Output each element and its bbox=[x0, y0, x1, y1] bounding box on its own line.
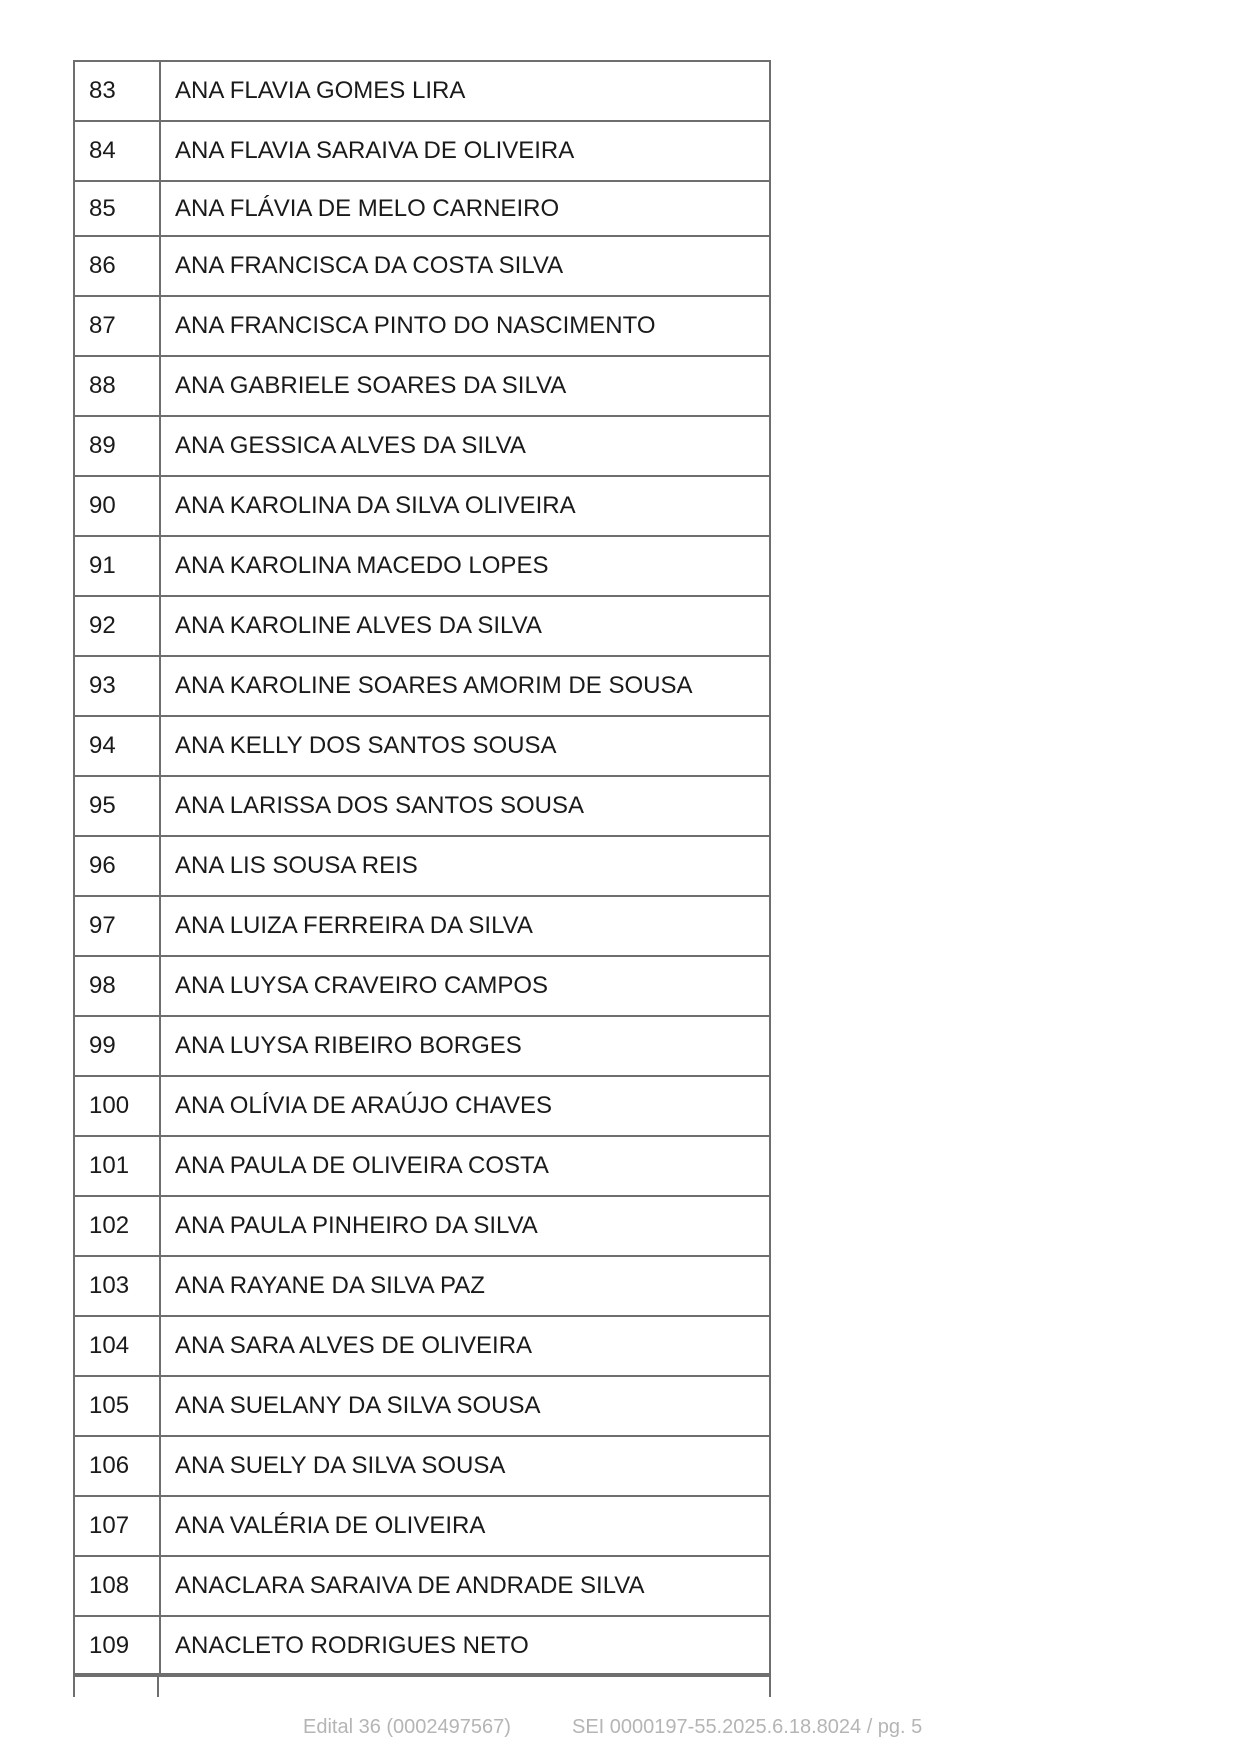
row-name: ANA KAROLINA DA SILVA OLIVEIRA bbox=[160, 476, 770, 536]
row-name: ANA PAULA PINHEIRO DA SILVA bbox=[160, 1196, 770, 1256]
names-table bbox=[73, 60, 771, 1677]
table-row bbox=[74, 1076, 770, 1136]
table-row bbox=[74, 296, 770, 356]
row-number: 103 bbox=[74, 1256, 160, 1316]
table-row bbox=[74, 1376, 770, 1436]
table-row bbox=[74, 416, 770, 476]
row-number: 97 bbox=[74, 896, 160, 956]
names-table-body bbox=[74, 61, 770, 1676]
row-name: ANA LUIZA FERREIRA DA SILVA bbox=[160, 896, 770, 956]
footer-page-ref: SEI 0000197-55.2025.6.18.8024 / pg. 5 bbox=[572, 1716, 923, 1738]
table-row bbox=[74, 1196, 770, 1256]
row-name: ANA SUELANY DA SILVA SOUSA bbox=[160, 1376, 770, 1436]
row-number: 89 bbox=[74, 416, 160, 476]
row-name: ANA FLAVIA GOMES LIRA bbox=[160, 61, 770, 121]
row-name: ANA GESSICA ALVES DA SILVA bbox=[160, 416, 770, 476]
row-number: 104 bbox=[74, 1316, 160, 1376]
table-row bbox=[74, 181, 770, 236]
row-number: 92 bbox=[74, 596, 160, 656]
row-number: 100 bbox=[74, 1076, 160, 1136]
row-name: ANA FRANCISCA PINTO DO NASCIMENTO bbox=[160, 296, 770, 356]
row-number: 102 bbox=[74, 1196, 160, 1256]
table-row bbox=[74, 1496, 770, 1556]
row-number: 105 bbox=[74, 1376, 160, 1436]
table-row bbox=[74, 596, 770, 656]
table-row bbox=[74, 1616, 770, 1676]
row-name: ANA GABRIELE SOARES DA SILVA bbox=[160, 356, 770, 416]
row-number: 94 bbox=[74, 716, 160, 776]
row-name: ANA SUELY DA SILVA SOUSA bbox=[160, 1436, 770, 1496]
row-number: 108 bbox=[74, 1556, 160, 1616]
row-number: 88 bbox=[74, 356, 160, 416]
row-name: ANA SARA ALVES DE OLIVEIRA bbox=[160, 1316, 770, 1376]
row-name: ANA VALÉRIA DE OLIVEIRA bbox=[160, 1496, 770, 1556]
table-row bbox=[74, 476, 770, 536]
row-number: 101 bbox=[74, 1136, 160, 1196]
row-number: 85 bbox=[74, 181, 160, 236]
row-name: ANA KAROLINE SOARES AMORIM DE SOUSA bbox=[160, 656, 770, 716]
row-name: ANA FLAVIA SARAIVA DE OLIVEIRA bbox=[160, 121, 770, 181]
row-number: 86 bbox=[74, 236, 160, 296]
row-number: 83 bbox=[74, 61, 160, 121]
row-name: ANA KAROLINE ALVES DA SILVA bbox=[160, 596, 770, 656]
row-name: ANA LIS SOUSA REIS bbox=[160, 836, 770, 896]
row-name: ANACLETO RODRIGUES NETO bbox=[160, 1616, 770, 1676]
row-name: ANA FRANCISCA DA COSTA SILVA bbox=[160, 236, 770, 296]
row-number: 107 bbox=[74, 1496, 160, 1556]
row-number: 106 bbox=[74, 1436, 160, 1496]
table-row bbox=[74, 236, 770, 296]
row-number: 84 bbox=[74, 121, 160, 181]
row-name: ANA PAULA DE OLIVEIRA COSTA bbox=[160, 1136, 770, 1196]
row-number: 96 bbox=[74, 836, 160, 896]
table-row bbox=[74, 1556, 770, 1616]
row-number: 91 bbox=[74, 536, 160, 596]
table-row bbox=[74, 836, 770, 896]
table-row bbox=[74, 1256, 770, 1316]
row-number: 93 bbox=[74, 656, 160, 716]
table-row bbox=[74, 61, 770, 121]
row-name: ANACLARA SARAIVA DE ANDRADE SILVA bbox=[160, 1556, 770, 1616]
row-number: 87 bbox=[74, 296, 160, 356]
row-number: 109 bbox=[74, 1616, 160, 1676]
footer-document-ref: Edital 36 (0002497567) bbox=[303, 1716, 511, 1738]
table-row bbox=[74, 656, 770, 716]
table-row bbox=[74, 1136, 770, 1196]
table-row bbox=[74, 356, 770, 416]
table-continuation-row bbox=[73, 1673, 771, 1697]
row-name: ANA LUYSA RIBEIRO BORGES bbox=[160, 1016, 770, 1076]
row-number: 95 bbox=[74, 776, 160, 836]
row-name: ANA OLÍVIA DE ARAÚJO CHAVES bbox=[160, 1076, 770, 1136]
table-row bbox=[74, 896, 770, 956]
row-name: ANA RAYANE DA SILVA PAZ bbox=[160, 1256, 770, 1316]
row-name: ANA FLÁVIA DE MELO CARNEIRO bbox=[160, 181, 770, 236]
row-name: ANA KELLY DOS SANTOS SOUSA bbox=[160, 716, 770, 776]
table-row bbox=[74, 1436, 770, 1496]
row-name: ANA LUYSA CRAVEIRO CAMPOS bbox=[160, 956, 770, 1016]
table-row bbox=[74, 776, 770, 836]
table-row bbox=[74, 1316, 770, 1376]
row-name: ANA KAROLINA MACEDO LOPES bbox=[160, 536, 770, 596]
table-row bbox=[74, 536, 770, 596]
table-row bbox=[74, 716, 770, 776]
row-name: ANA LARISSA DOS SANTOS SOUSA bbox=[160, 776, 770, 836]
row-number: 90 bbox=[74, 476, 160, 536]
row-number: 99 bbox=[74, 1016, 160, 1076]
table-row bbox=[74, 956, 770, 1016]
row-number: 98 bbox=[74, 956, 160, 1016]
table-row bbox=[74, 1016, 770, 1076]
table-row bbox=[74, 121, 770, 181]
